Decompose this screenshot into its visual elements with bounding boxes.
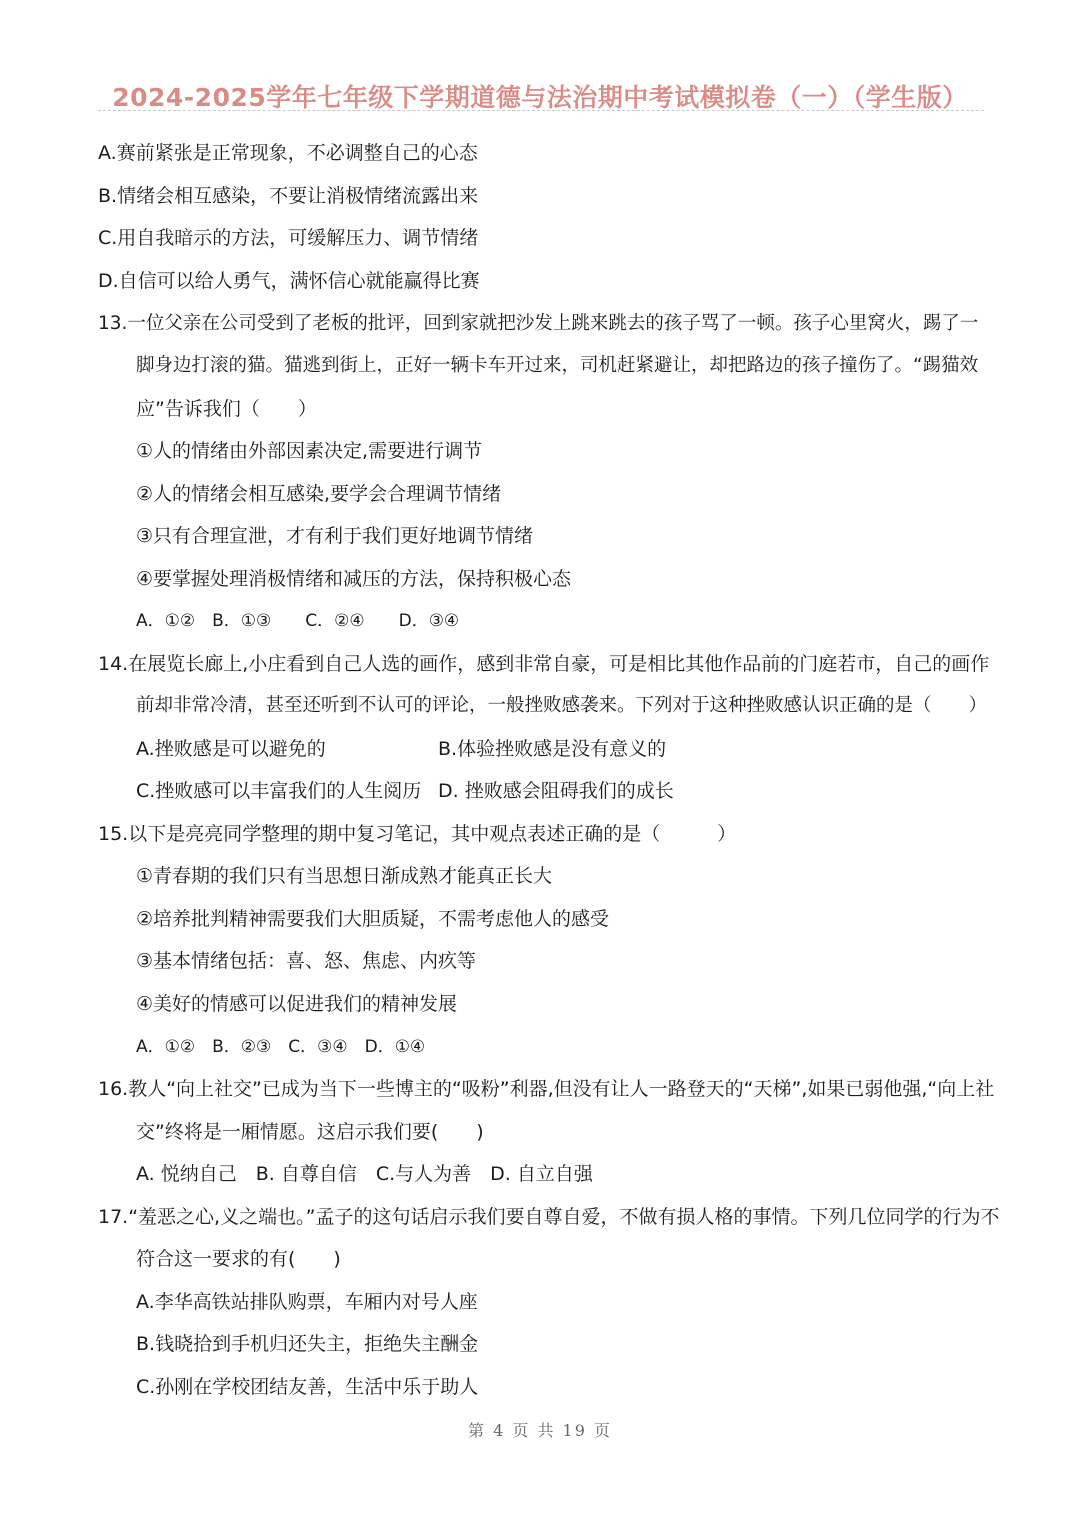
page-number: 第 4 页 共 19 页: [468, 1421, 612, 1440]
q14-option-d: D. 挫败感会阻碍我们的成长: [438, 780, 674, 802]
q13-choices: A．①② B．①③ C．②④ D．③④: [136, 611, 460, 631]
q15-choices: A．①② B．②③ C．③④ D．①④: [136, 1037, 426, 1057]
q15-statement-4: ④美好的情感可以促进我们的精神发展: [136, 993, 458, 1015]
q15-statement-1: ①青春期的我们只有当思想日渐成熟才能真正长大: [136, 865, 553, 887]
q14-option-row1: [136, 736, 667, 762]
q13-statement-3: ③只有合理宣泄，才有利于我们更好地调节情绪: [136, 525, 534, 547]
q16-choices: A. 悦纳自己 B. 自尊自信 C.与人为善 D. 自立自强: [136, 1163, 593, 1185]
q14-option-row2: [136, 778, 674, 804]
q12-option-c: C.用自我暗示的方法，可缓解压力、调节情绪: [98, 227, 479, 249]
q13-stem-line3: 应”告诉我们（ ）: [136, 398, 317, 420]
q17-option-b: B.钱晓拾到手机归还失主，拒绝失主酬金: [136, 1333, 479, 1355]
q13-statement-2: ②人的情绪会相互感染,要学会合理调节情绪: [136, 483, 502, 505]
header-divider: [98, 110, 984, 111]
q17-option-c: C.孙刚在学校团结友善，生活中乐于助人: [136, 1376, 479, 1398]
q17-stem-line1: 17.“羞恶之心,义之端也。”孟子的这句话启示我们要自尊自爱，不做有损人格的事情。下列几位同学的行为不: [98, 1206, 1000, 1228]
q12-option-d: D.自信可以给人勇气，满怀信心就能赢得比赛: [98, 270, 480, 292]
q14-option-a: A.挫败感是可以避免的: [136, 738, 326, 760]
q13-stem-line2: 脚身边打滚的猫。猫逃到街上，正好一辆卡车开过来，司机赶紧避让，却把路边的孩子撞伤了。“踢猫效: [136, 355, 979, 376]
q13-statement-1: ①人的情绪由外部因素决定,需要进行调节: [136, 440, 483, 462]
q15-statement-3: ③基本情绪包括：喜、怒、焦虑、内疚等: [136, 950, 477, 972]
q17-option-a: A.李华高铁站排队购票，车厢内对号人座: [136, 1291, 478, 1313]
q12-option-a: A.赛前紧张是正常现象，不必调整自己的心态: [98, 142, 478, 164]
q13-statement-4: ④要掌握处理消极情绪和减压的方法，保持积极心态: [136, 568, 572, 590]
q17-stem-line2: 符合这一要求的有( ): [136, 1248, 341, 1270]
q14-option-c: C.挫败感可以丰富我们的人生阅历: [136, 780, 422, 802]
q15-statement-2: ②培养批判精神需要我们大胆质疑，不需考虑他人的感受: [136, 908, 610, 930]
q16-stem-line1: 16.教人“向上社交”已成为当下一些博主的“吸粉”利器,但没有让人一路登天的“天梯”,如果已弱他强,“向上社: [98, 1078, 995, 1100]
q16-stem-line2: 交”终将是一厢情愿。这启示我们要( ): [136, 1121, 484, 1143]
q15-stem-line1: 15.以下是亮亮同学整理的期中复习笔记，其中观点表述正确的是（ ）: [98, 823, 737, 845]
q14-stem-line1: 14.在展览长廊上,小庄看到自己人选的画作，感到非常自豪，可是相比其他作品前的门庭若市，自己的画作: [98, 653, 990, 675]
q12-option-b: B.情绪会相互感染，不要让消极情绪流露出来: [98, 185, 479, 207]
q14-stem-line2: 前却非常冷清，甚至还听到不认可的评论，一般挫败感袭来。下列对于这种挫败感认识正确的是（ ）: [136, 695, 988, 716]
q13-stem-line1: 13.一位父亲在公司受到了老板的批评，回到家就把沙发上跳来跳去的孩子骂了一顿。孩子心里窝火，踢了一: [98, 313, 979, 334]
header-title: 2024-2025学年七年级下学期道德与法治期中考试模拟卷（一）（学生版）: [112, 83, 968, 112]
q14-option-b: B.体验挫败感是没有意义的: [438, 738, 667, 760]
